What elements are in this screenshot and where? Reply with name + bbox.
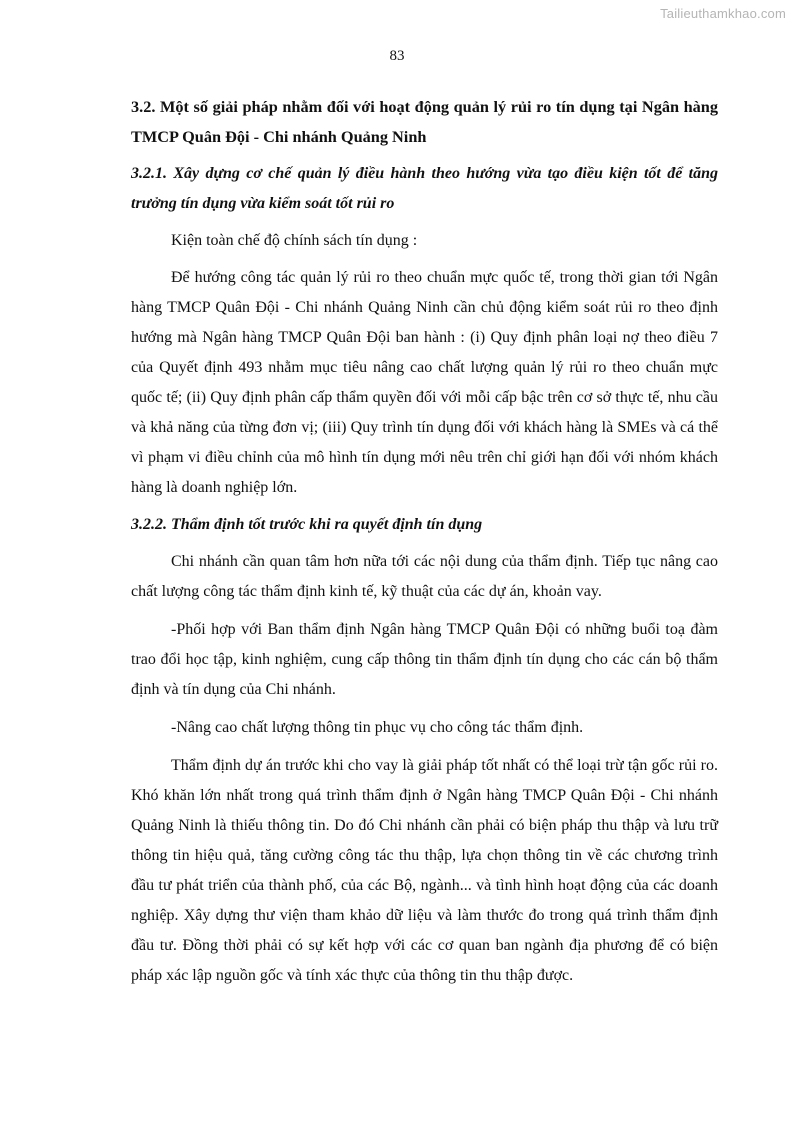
document-body xyxy=(131,92,718,991)
paragraph: Thẩm định dự án trước khi cho vay là giải pháp tốt nhất có thể loại trừ tận gốc rủi ro. Khó khăn lớn nhất trong quá trình thẩm định ở Ngân hàng TMCP Quân Đội - Chi nhánh Quảng Ninh là thiếu thông tin. Do đó Chi nhánh cần phải có biện pháp thu thập và lưu trữ thông tin hiệu quả, tăng cường công tác thu thập, lựa chọn thông tin về các chương trình đầu tư phát triển của thành phố, của các Bộ, ngành... và tình hình hoạt động của các doanh nghiệp. Xây dựng thư viện tham khảo dữ liệu và làm thước đo trong quá trình thẩm định đầu tư. Đồng thời phải có sự kết hợp với các cơ quan ban ngành địa phương để có biện pháp xác lập nguồn gốc và tính xác thực của thông tin thu thập được. xyxy=(131,757,718,984)
paragraph: Kiện toàn chế độ chính sách tín dụng : xyxy=(171,232,418,249)
section-heading-3-2-1: 3.2.1. Xây dựng cơ chế quản lý điều hành theo hướng vừa tạo điều kiện tốt để tăng trưởng tín dụng vừa kiểm soát tốt rủi ro xyxy=(131,165,718,212)
page-number: 83 xyxy=(389,48,405,64)
paragraph: Để hướng công tác quản lý rủi ro theo chuẩn mực quốc tế, trong thời gian tới Ngân hàng TMCP Quân Đội - Chi nhánh Quảng Ninh cần chủ động kiểm soát rủi ro theo định hướng mà Ngân hàng TMCP Quân Đội ban hành : (i) Quy định phân loại nợ theo điều 7 của Quyết định 493 nhằm mục tiêu nâng cao chất lượng quản lý rủi ro theo chuẩn mực quốc tế; (ii) Quy định phân cấp thẩm quyền đối với mỗi cấp bậc trên cơ sở thực tế, nhu cầu và khả năng của từng đơn vị; (iii) Quy trình tín dụng đối với khách hàng là SMEs và cá thể vì phạm vi điều chỉnh của mô hình tín dụng mới nêu trên chỉ giới hạn đối với nhóm khách hàng là doanh nghiệp lớn. xyxy=(131,269,718,496)
paragraph: -Nâng cao chất lượng thông tin phục vụ cho công tác thẩm định. xyxy=(171,719,584,736)
paragraph: -Phối hợp với Ban thẩm định Ngân hàng TMCP Quân Đội có những buổi toạ đàm trao đổi học tập, kinh nghiệm, cung cấp thông tin thẩm định tín dụng cho các cán bộ thẩm định và tín dụng của Chi nhánh. xyxy=(131,621,718,698)
section-heading-3-2-2: 3.2.2. Thẩm định tốt trước khi ra quyết định tín dụng xyxy=(131,516,483,533)
watermark: Tailieuthamkhao.com xyxy=(660,6,786,21)
paragraph: Chi nhánh cần quan tâm hơn nữa tới các nội dung của thẩm định. Tiếp tục nâng cao chất lượng công tác thẩm định kinh tế, kỹ thuật của các dự án, khoản vay. xyxy=(131,553,718,600)
section-heading-3-2: 3.2. Một số giải pháp nhằm đối với hoạt động quản lý rủi ro tín dụng tại Ngân hàng TMCP Quân Đội - Chi nhánh Quảng Ninh xyxy=(131,97,718,146)
